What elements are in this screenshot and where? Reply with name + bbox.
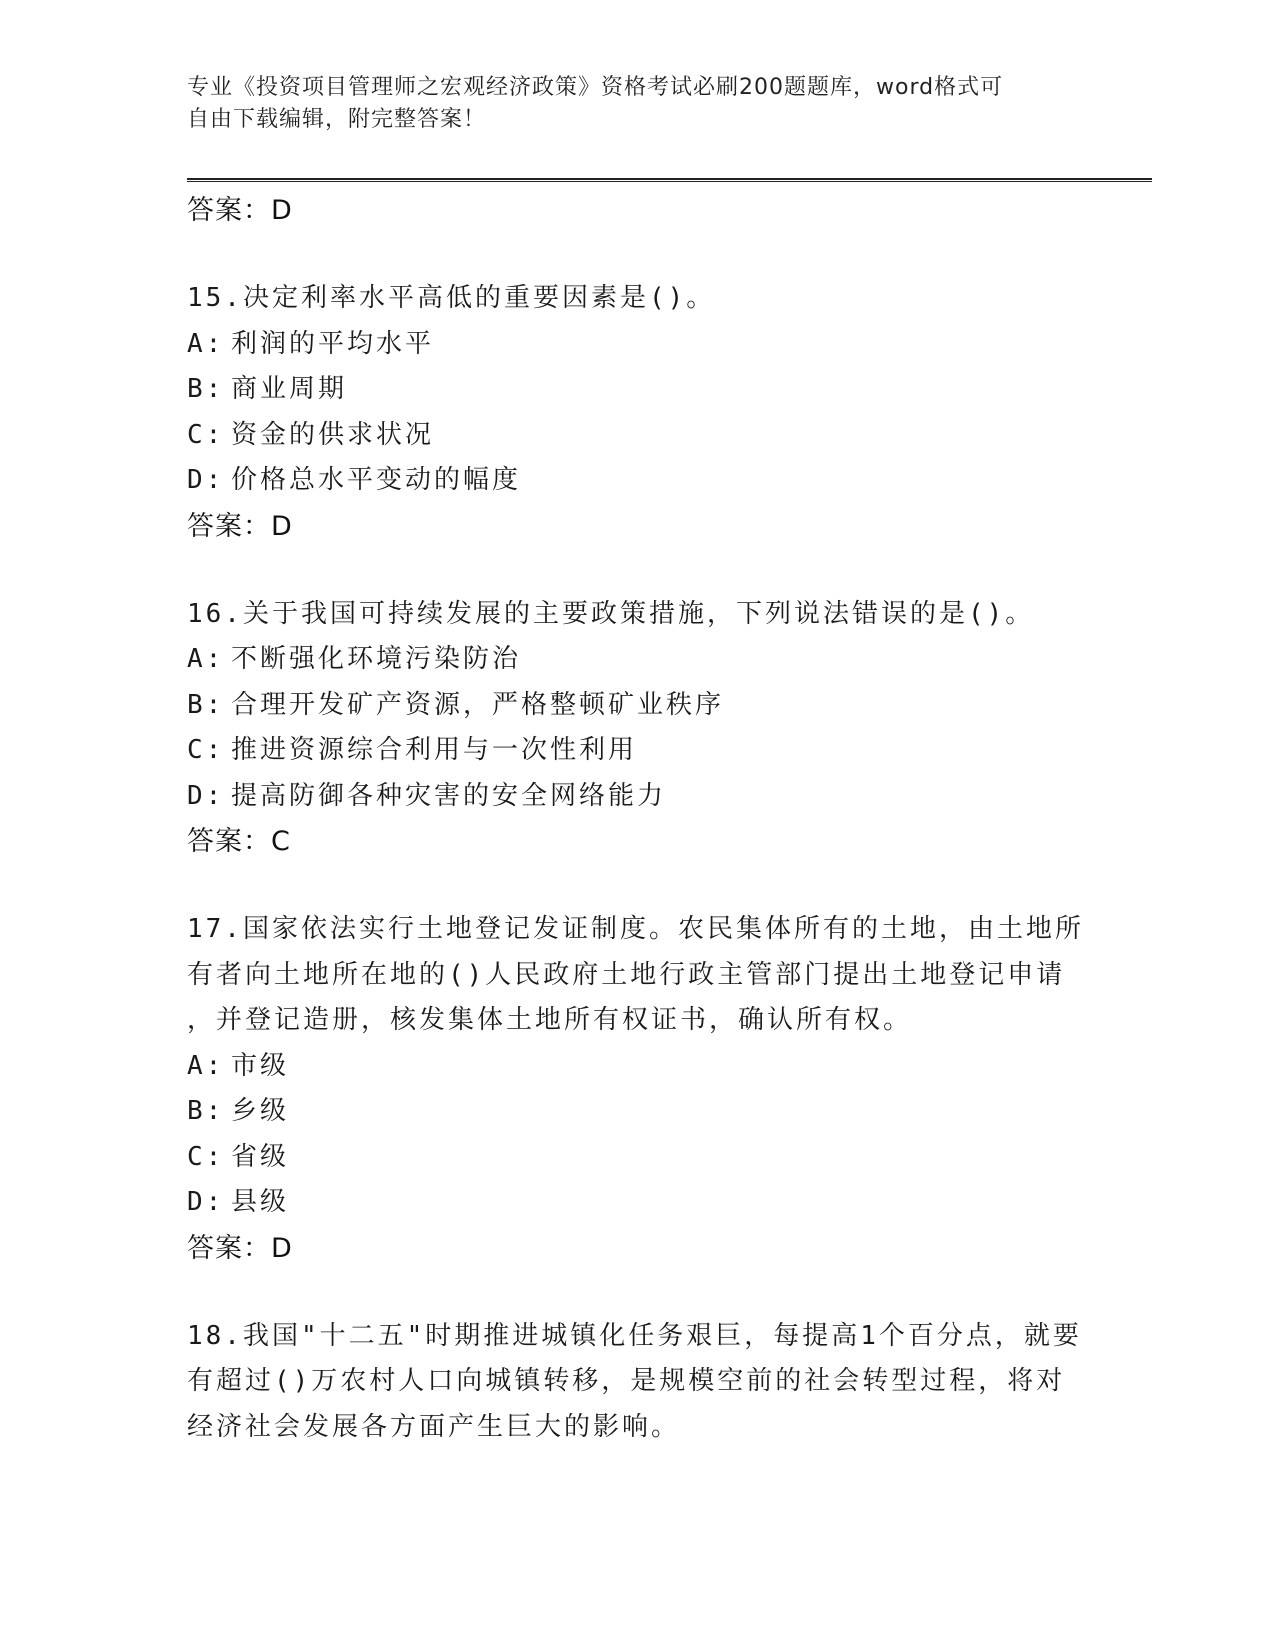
answer-line: 答案：D bbox=[187, 195, 293, 226]
option-b: B: 乡级 bbox=[187, 1096, 290, 1126]
question-line: 经济社会发展各方面产生巨大的影响。 bbox=[187, 1411, 681, 1442]
option-a: A: 不断强化环境污染防治 bbox=[187, 644, 522, 674]
option-c: C: 推进资源综合利用与一次性利用 bbox=[187, 735, 638, 765]
option-d: D: 提高防御各种灾害的安全网络能力 bbox=[187, 780, 667, 811]
header-line-1: 专业《投资项目管理师之宏观经济政策》资格考试必刷200题题库，word格式可 bbox=[187, 75, 1004, 100]
answer-line: 答案：C bbox=[187, 826, 291, 857]
question-item bbox=[187, 592, 1087, 866]
question-text bbox=[187, 907, 1087, 1044]
question-line: 有者向土地所在地的()人民政府土地行政主管部门提出土地登记申请 bbox=[187, 959, 1066, 990]
option-d: D: 价格总水平变动的幅度 bbox=[187, 465, 522, 495]
option-d: D: 县级 bbox=[187, 1187, 290, 1217]
question-list bbox=[187, 188, 1087, 1450]
answer-line: 答案：D bbox=[187, 1232, 293, 1264]
question-line: 15.决定利率水平高低的重要因素是()。 bbox=[187, 283, 716, 313]
document-header bbox=[187, 72, 1067, 136]
question-line: 17.国家依法实行土地登记发证制度。农民集体所有的土地，由土地所 bbox=[187, 914, 1084, 944]
option-c: C: 省级 bbox=[187, 1141, 290, 1172]
option-a: A: 利润的平均水平 bbox=[187, 328, 435, 359]
option-b: B: 合理开发矿产资源，严格整顿矿业秩序 bbox=[187, 689, 725, 720]
header-divider bbox=[187, 178, 1152, 182]
question-item bbox=[187, 276, 1087, 550]
question-text bbox=[187, 276, 1087, 322]
option-c: C: 资金的供求状况 bbox=[187, 419, 435, 450]
question-line: 16.关于我国可持续发展的主要政策措施，下列说法错误的是()。 bbox=[187, 598, 1035, 629]
question-text bbox=[187, 1314, 1087, 1451]
option-a: A: 市级 bbox=[187, 1050, 290, 1081]
question-item bbox=[187, 907, 1087, 1272]
question-text bbox=[187, 592, 1087, 638]
option-b: B: 商业周期 bbox=[187, 374, 348, 404]
header-line-2: 自由下载编辑，附完整答案！ bbox=[187, 107, 487, 132]
question-item bbox=[187, 1314, 1087, 1451]
question-line: 有超过()万农村人口向城镇转移，是规模空前的社会转型过程，将对 bbox=[187, 1366, 1066, 1396]
question-line: ，并登记造册，核发集体土地所有权证书，确认所有权。 bbox=[187, 1005, 913, 1035]
answer-line: 答案：D bbox=[187, 510, 293, 542]
question-line: 18.我国"十二五"时期推进城镇化任务艰巨，每提高1个百分点，就要 bbox=[187, 1320, 1082, 1351]
